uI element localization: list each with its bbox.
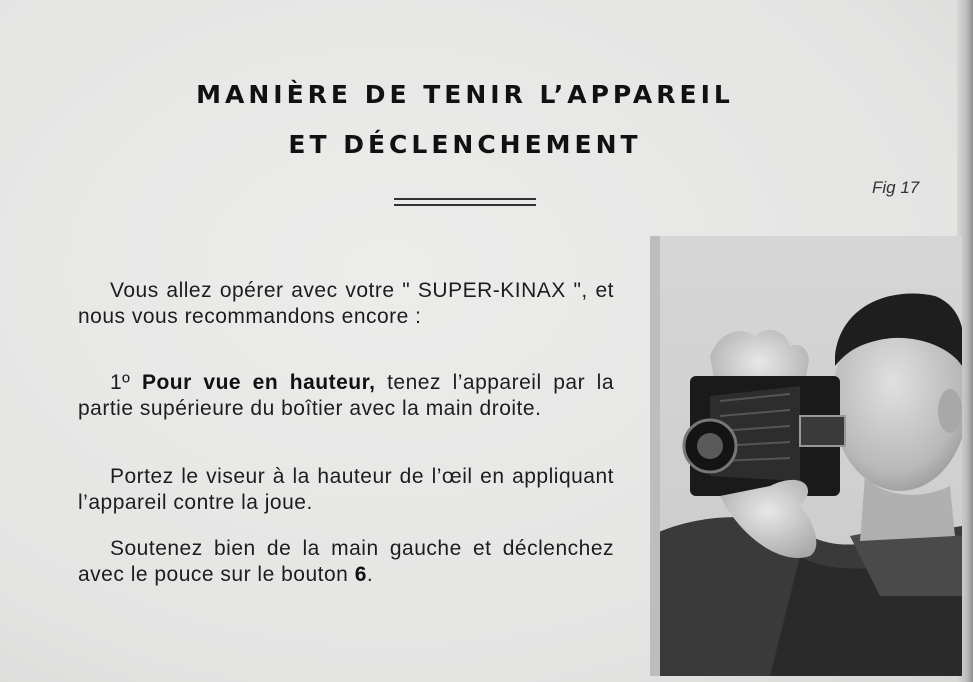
title-underline-top (394, 198, 536, 200)
step-heading: Pour vue en hauteur, (141, 371, 376, 394)
section-title-line-2: ET DÉCLENCHEMENT (288, 130, 642, 159)
button-number: 6 (354, 563, 367, 586)
photo-man-holding-camera-icon (650, 236, 962, 676)
paragraph-step-1 (78, 370, 614, 422)
paragraph-release-end: . (366, 563, 374, 586)
title-underline-bottom (394, 204, 536, 206)
paragraph-release-text: Soutenez bien de la main gauche et déclenchez avec le pouce sur le bouton (78, 537, 614, 586)
paragraph-release (78, 536, 614, 588)
section-title-line-1: MANIÈRE DE TENIR L’APPAREIL (196, 80, 734, 109)
figure-photo (650, 236, 962, 676)
paragraph-viewfinder-text: Portez le viseur à la hauteur de l’œil en appliquant l’appareil contre la joue. (78, 465, 614, 514)
figure-label: Fig 17 (872, 178, 920, 197)
paragraph-intro-text: Vous allez opérer avec votre " SUPER-KINAX ", et nous vous recommandons encore : (78, 279, 614, 328)
paragraph-viewfinder (78, 464, 614, 516)
step-text: tenez l’appareil par la partie supérieure du boîtier avec la main droite. (78, 371, 615, 420)
step-number: 1º (110, 371, 131, 394)
paragraph-intro (78, 278, 614, 330)
